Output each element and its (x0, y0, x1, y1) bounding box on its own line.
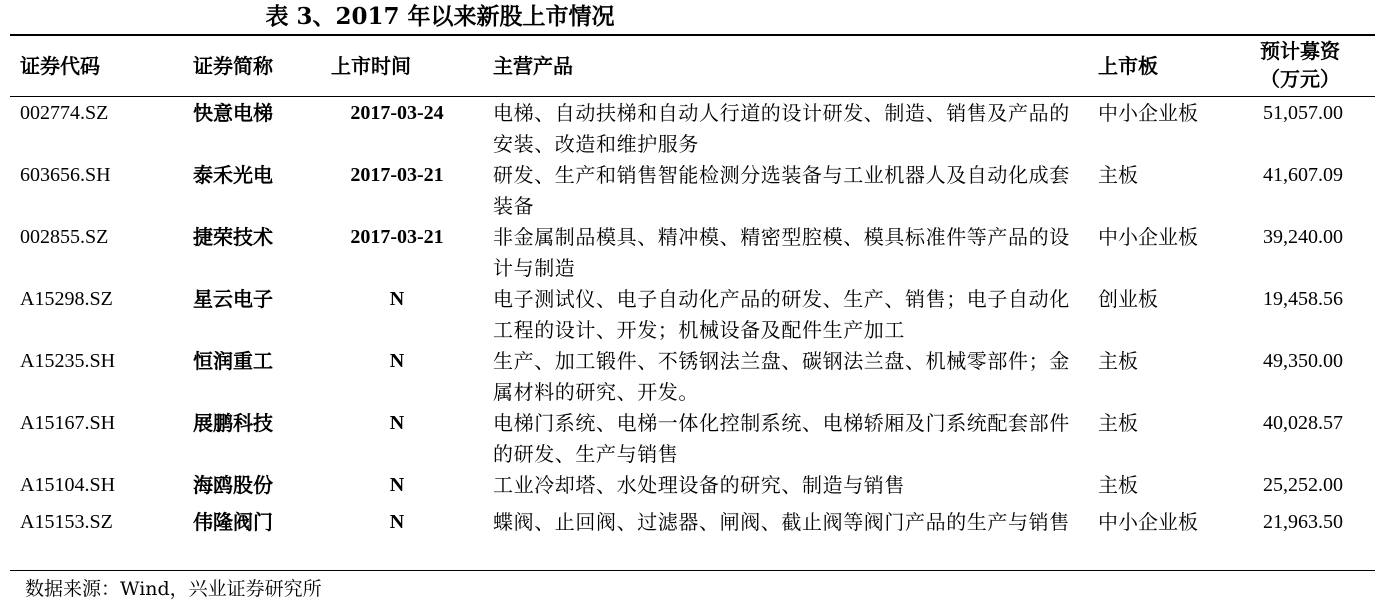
cell-date: 2017-03-24 (350, 102, 444, 124)
cell-code: 603656.SH (20, 164, 111, 186)
table-top-rule (10, 34, 1375, 36)
table-row (0, 160, 1387, 220)
header-product: 主营产品 (493, 54, 573, 78)
cell-board: 中小企业板 (1098, 510, 1198, 534)
cell-fund: 40,028.57 (1263, 412, 1343, 434)
cell-code: 002855.SZ (20, 226, 109, 248)
header-board: 上市板 (1098, 54, 1158, 78)
cell-date: 2017-03-21 (350, 164, 444, 186)
cell-fund: 21,963.50 (1263, 511, 1343, 533)
cell-date: N (389, 412, 405, 434)
cell-fund: 19,458.56 (1263, 288, 1343, 310)
cell-name: 展鹏科技 (193, 411, 273, 435)
cell-code: A15153.SZ (20, 511, 113, 533)
cell-board: 中小企业板 (1098, 225, 1198, 249)
cell-product: 工业冷却塔、水处理设备的研究、制造与销售 (493, 473, 905, 497)
cell-product: 电梯、自动扶梯和自动人行道的设计研发、制造、销售及产品的安装、改造和维护服务 (493, 101, 1070, 156)
cell-code: 002774.SZ (20, 102, 109, 124)
table-row (0, 222, 1387, 282)
cell-product: 电子测试仪、电子自动化产品的研发、生产、销售；电子自动化工程的设计、开发；机械设备及配件生产加工 (493, 287, 1070, 342)
cell-fund: 25,252.00 (1263, 474, 1343, 496)
cell-name: 伟隆阀门 (193, 510, 273, 534)
cell-code: A15235.SH (20, 350, 116, 372)
table-row (0, 98, 1387, 158)
cell-fund: 41,607.09 (1263, 164, 1343, 186)
cell-code: A15167.SH (20, 412, 116, 434)
cell-name: 捷荣技术 (193, 225, 273, 249)
cell-board: 主板 (1098, 163, 1138, 187)
cell-date: N (389, 350, 405, 372)
cell-product: 非金属制品模具、精冲模、精密型腔模、模具标准件等产品的设计与制造 (493, 225, 1070, 280)
table-row (0, 507, 1387, 567)
cell-board: 主板 (1098, 411, 1138, 435)
header-fund (1230, 37, 1370, 93)
cell-product: 生产、加工锻件、不锈钢法兰盘、碳钢法兰盘、机械零部件；金属材料的研究、开发。 (493, 349, 1070, 404)
table-row (0, 284, 1387, 344)
cell-board: 主板 (1098, 349, 1138, 373)
cell-fund: 51,057.00 (1263, 102, 1343, 124)
table-bottom-rule (10, 570, 1375, 571)
cell-name: 泰禾光电 (193, 163, 273, 187)
cell-name: 恒润重工 (193, 349, 273, 373)
cell-date: N (389, 288, 405, 310)
cell-product: 电梯门系统、电梯一体化控制系统、电梯轿厢及门系统配套部件的研发、生产与销售 (493, 411, 1070, 466)
cell-fund: 39,240.00 (1263, 226, 1343, 248)
cell-date: N (389, 474, 405, 496)
data-source-note: 数据来源：Wind，兴业证券研究所 (25, 578, 322, 600)
cell-board: 中小企业板 (1098, 101, 1198, 125)
cell-board: 主板 (1098, 473, 1138, 497)
cell-name: 快意电梯 (193, 101, 273, 125)
header-date: 上市时间 (331, 54, 411, 78)
cell-code: A15104.SH (20, 474, 116, 496)
header-bottom-rule (10, 96, 1375, 97)
header-code: 证券代码 (20, 54, 100, 78)
header-fund-line2: （万元） (1260, 67, 1340, 91)
cell-name: 星云电子 (193, 287, 273, 311)
cell-fund: 49,350.00 (1263, 350, 1343, 372)
cell-name: 海鸥股份 (193, 473, 273, 497)
table-row (0, 408, 1387, 468)
header-fund-line1: 预计募资 (1260, 39, 1340, 63)
cell-date: N (389, 511, 405, 533)
cell-product: 研发、生产和销售智能检测分选装备与工业机器人及自动化成套装备 (493, 163, 1070, 218)
table-title: 表 3、2017 年以来新股上市情况 (265, 3, 615, 30)
table-row (0, 346, 1387, 406)
cell-code: A15298.SZ (20, 288, 113, 310)
cell-product: 蝶阀、止回阀、过滤器、闸阀、截止阀等阀门产品的生产与销售 (493, 510, 1070, 534)
cell-board: 创业板 (1098, 287, 1158, 311)
header-name: 证券简称 (193, 54, 273, 78)
cell-date: 2017-03-21 (350, 226, 444, 248)
